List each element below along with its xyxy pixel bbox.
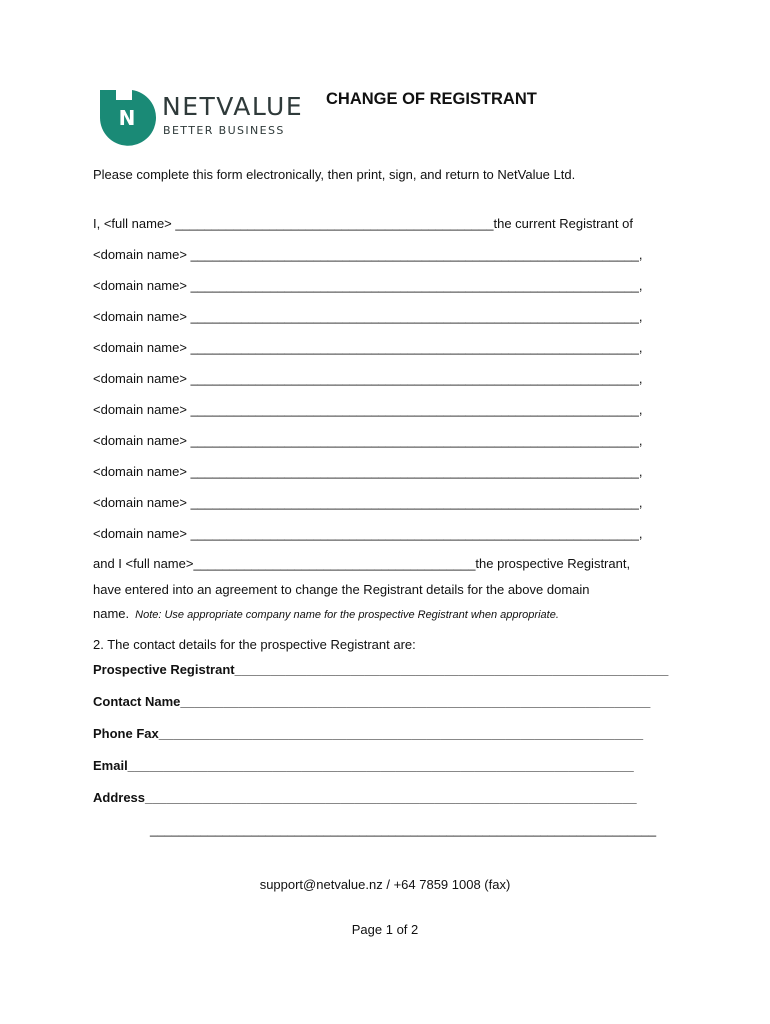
agreement-text-continued bbox=[93, 606, 559, 621]
address-continuation-line: ______________________________________________________________________ bbox=[150, 822, 657, 837]
address-field: Address____________________________________________________________________ bbox=[93, 790, 637, 805]
domain-line-8: <domain name> ______________________________________________________________, bbox=[93, 464, 643, 479]
current-registrant-line: I, <full name> ____________________________________________the current Registrant of bbox=[93, 216, 633, 231]
domain-line-4: <domain name> ______________________________________________________________, bbox=[93, 340, 643, 355]
domain-line-1: <domain name> ______________________________________________________________, bbox=[93, 247, 643, 262]
logo-name: NETVALUE bbox=[162, 92, 304, 121]
logo-letter: N bbox=[118, 106, 136, 130]
netvalue-logo bbox=[96, 86, 304, 146]
page-number: Page 1 of 2 bbox=[351, 922, 419, 937]
page-title: CHANGE OF REGISTRANT bbox=[326, 90, 537, 108]
agreement-text: have entered into an agreement to change the Registrant details for the above domain bbox=[93, 582, 590, 597]
netvalue-logo-icon bbox=[96, 86, 156, 146]
note-text: Note: Use appropriate company name for the prospective Registrant when appropriate. bbox=[135, 609, 559, 621]
logo-tagline: BETTER BUSINESS bbox=[163, 124, 285, 137]
domain-line-3: <domain name> ______________________________________________________________, bbox=[93, 309, 643, 324]
domain-line-9: <domain name> ______________________________________________________________, bbox=[93, 495, 643, 510]
instruction-text: Please complete this form electronically, then print, sign, and return to NetValue Ltd. bbox=[93, 167, 576, 182]
contact-name-field: Contact Name_________________________________________________________________ bbox=[93, 694, 651, 709]
domain-line-7: <domain name> ______________________________________________________________, bbox=[93, 433, 643, 448]
prospective-registrant-field: Prospective Registrant____________________________________________________________ bbox=[93, 662, 669, 677]
contact-heading: 2. The contact details for the prospective Registrant are: bbox=[93, 637, 416, 652]
domain-line-10: <domain name> ______________________________________________________________, bbox=[93, 526, 643, 541]
domain-line-2: <domain name> ______________________________________________________________, bbox=[93, 278, 643, 293]
domain-line-5: <domain name> ______________________________________________________________, bbox=[93, 371, 643, 386]
phone-fax-field: Phone Fax___________________________________________________________________ bbox=[93, 726, 644, 741]
footer-contact: support@netvalue.nz / +64 7859 1008 (fax) bbox=[259, 877, 511, 892]
domain-line-6: <domain name> ______________________________________________________________, bbox=[93, 402, 643, 417]
prospective-registrant-line: and I <full name>_______________________________________the prospective Registrant, bbox=[93, 556, 631, 571]
email-field: Email______________________________________________________________________ bbox=[93, 758, 634, 773]
agreement-word: name. bbox=[93, 606, 130, 621]
